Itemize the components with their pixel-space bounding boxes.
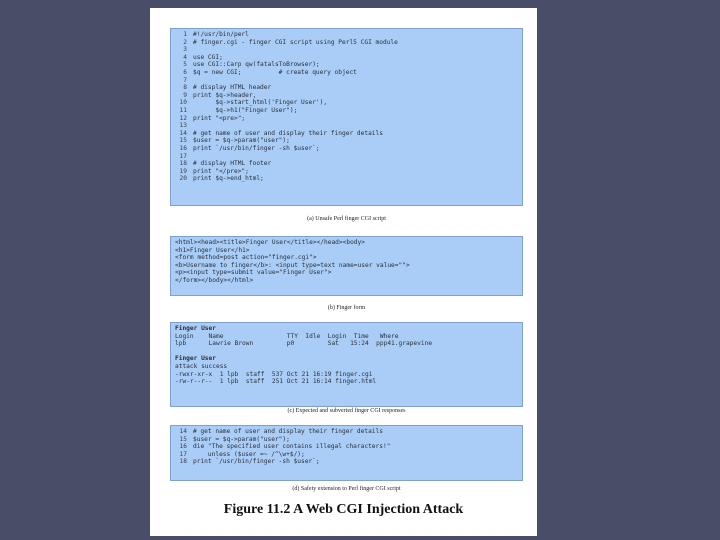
line-number: 3: [183, 46, 187, 54]
figure-title: Figure 11.2 A Web CGI Injection Attack: [223, 502, 464, 517]
line-number: 1: [183, 31, 187, 38]
line-text: # display HTML header: [193, 84, 272, 92]
line-text: $q = new CGI; # create query object: [193, 68, 357, 76]
code-line: [175, 31, 518, 39]
line-number: 7: [183, 76, 187, 84]
code-line: [175, 145, 518, 153]
code-line: [175, 77, 518, 85]
code-line: [175, 160, 518, 168]
line-number: 17: [179, 152, 187, 160]
html-line: <form method=post action="finger.cgi">: [175, 254, 317, 262]
code-line: [175, 428, 518, 436]
code-line: [175, 443, 518, 451]
code-panel-safety-extension: [170, 425, 523, 481]
line-number: 11: [179, 106, 187, 114]
line-number: 4: [183, 53, 187, 61]
line-number: 17: [179, 450, 187, 458]
caption-b: (b) Finger form: [327, 305, 366, 311]
code-line: [175, 122, 518, 130]
response-line: Login Name TTY Idle Login Time Where: [175, 332, 399, 340]
code-line: [175, 69, 518, 77]
response-line: -rwxr-xr-x 1 lpb staff 537 Oct 21 16:19 finger.cgi: [175, 370, 373, 378]
code-line: [175, 84, 518, 92]
response-heading: Finger User: [175, 325, 216, 332]
line-number: 5: [183, 61, 187, 69]
line-number: 8: [183, 84, 187, 92]
line-number: 14: [179, 129, 187, 137]
line-text: # get name of user and display their finger details: [193, 129, 383, 137]
response-line: attack success: [175, 362, 228, 370]
line-number: 19: [179, 167, 187, 175]
code-line: [175, 153, 518, 161]
line-text: # finger.cgi - finger CGI script using Perl5 CGI module: [193, 38, 398, 46]
line-number: 18: [179, 160, 187, 168]
code-line: [175, 39, 518, 47]
code-line: [175, 168, 518, 176]
code-line: [175, 175, 518, 183]
code-panel-perl-script: [170, 28, 523, 206]
document-page: [150, 8, 537, 536]
line-number: 16: [179, 144, 187, 152]
line-number: 18: [179, 458, 187, 466]
line-number: 13: [179, 122, 187, 130]
code-line: [175, 436, 518, 444]
line-text: $q->start_html('Finger User'),: [193, 99, 328, 107]
code-line: [175, 54, 518, 62]
response-heading: Finger User: [175, 355, 216, 363]
line-text: print $q->header,: [193, 91, 257, 99]
caption-a: (a) Unsafe Perl finger CGI script: [307, 216, 386, 222]
line-text: print `/usr/bin/finger -sh $user`;: [193, 144, 320, 152]
line-text: die "The specified user contains illegal characters!": [193, 443, 391, 451]
code-line: [175, 115, 518, 123]
line-text: print "<pre>";: [193, 114, 246, 122]
code-line: [175, 137, 518, 145]
response-line: lpb Lawrie Brown p0 Sat 15:24 ppp41.grapevine: [175, 340, 433, 348]
html-line: </form></body></html>: [175, 276, 254, 284]
line-text: print `/usr/bin/finger -sh $user`;: [193, 458, 320, 466]
line-number: 10: [179, 99, 187, 107]
line-text: $q->h1("Finger User");: [193, 106, 298, 114]
code-line: [175, 130, 518, 138]
line-number: 15: [179, 137, 187, 145]
line-text: $user = $q->param("user");: [193, 435, 290, 443]
line-text: unless ($user =~ /^\w+$/);: [193, 450, 305, 458]
response-line: [175, 348, 518, 356]
line-number: 2: [183, 38, 187, 46]
line-number: 6: [183, 68, 187, 76]
line-text: # display HTML footer: [193, 160, 272, 168]
html-line: <p><input type=submit value="Finger User">: [175, 269, 332, 277]
output-panel-finger-responses: [170, 322, 523, 407]
caption-d: (d) Safety extension to Perl finger CGI script: [292, 486, 401, 492]
code-line: [175, 458, 518, 466]
line-text: # get name of user and display their finger details: [193, 428, 383, 435]
html-line: <b>Username to finger</b>: <input type=text name=user value="">: [175, 261, 410, 269]
code-panel-finger-form: [170, 236, 523, 296]
line-number: 20: [179, 175, 187, 183]
response-line: -rw-r--r-- 1 lpb staff 251 Oct 21 16:14 finger.html: [175, 378, 377, 386]
line-text: #!/usr/bin/perl: [193, 31, 249, 38]
code-line: [175, 46, 518, 54]
code-line: [175, 107, 518, 115]
html-line: <h1>Finger User</h1>: [175, 246, 250, 254]
line-text: $user = $q->param("user");: [193, 137, 290, 145]
line-number: 14: [179, 428, 187, 435]
line-number: 16: [179, 443, 187, 451]
line-text: use CGI::Carp qw(fatalsToBrowser);: [193, 61, 320, 69]
code-line: [175, 99, 518, 107]
caption-c: (c) Expected and subverted finger CGI responses: [287, 408, 406, 414]
line-text: print $q->end_html;: [193, 175, 264, 183]
line-number: 15: [179, 435, 187, 443]
line-text: print "</pre>";: [193, 167, 249, 175]
code-line: [175, 61, 518, 69]
line-text: use CGI;: [193, 53, 223, 61]
line-number: 9: [183, 91, 187, 99]
code-line: [175, 92, 518, 100]
html-line: <html><head><title>Finger User</title></head><body>: [175, 239, 365, 246]
line-number: 12: [179, 114, 187, 122]
